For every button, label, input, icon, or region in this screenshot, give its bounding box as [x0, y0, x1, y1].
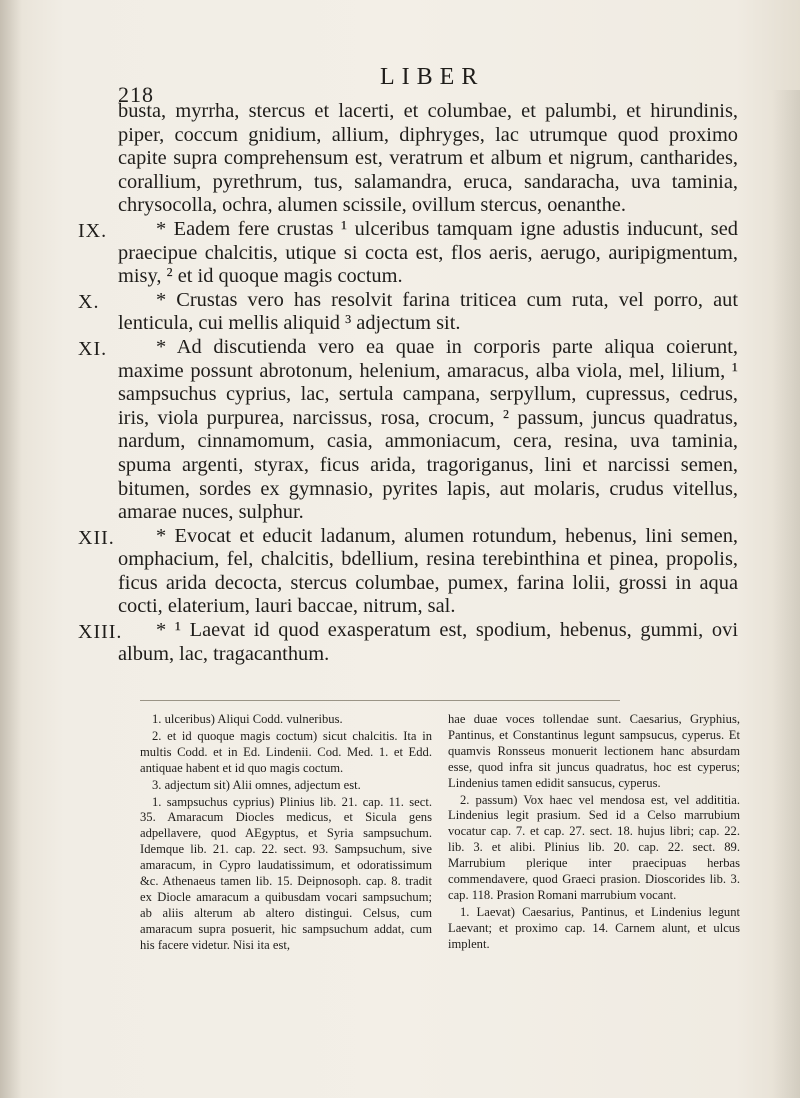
section-11	[78, 335, 738, 525]
footnotes-left-column	[140, 712, 432, 955]
section-text: * Crustas vero has resolvit farina triticea cum ruta, vel porro, aut lenticula, cui mellis aliquid ³ adjectum sit.	[118, 288, 738, 335]
section-number: IX.	[78, 219, 108, 242]
footnotes	[140, 712, 740, 955]
main-text	[78, 100, 738, 666]
footnote: hae duae voces tollendae sunt. Caesarius, Gryphius, Pantinus, et Constantinus legunt sampsucus, cyperus. Et quamvis Ronsseus monuerit lectionem hanc absurdam esse, quod infra sit juncus quadratus, hoc est cyperus; Lindenius tamen edidit sansucus, cyperus.	[448, 712, 740, 790]
section-text: * Evocat et educit ladanum, alumen rotundum, hebenus, lini semen, omphacium, fel, chalcitis, bdellium, resina terebinthina et pinea, propolis, ficus arida decocta, stercus columbae, pumex, farina lolii, grossi in aqua cocti, elaterium, lauri baccae, nitrum, sal.	[118, 524, 738, 618]
footnote: 2. passum) Vox haec vel mendosa est, vel addititia. Lindenius legit prasium. Sed id a Celso marrubium vocatur cap. 7. et cap. 27. sect. 18. hujus libri; cap. 22. lib. 3. et alibi. Plinius lib. 20. cap. 22. sect. 89. Marrubium plerique inter praecipuas herbas commendavere, quod Graeci prasion. Dioscorides lib. 3. cap. 118. Prasion Romani marrubium vocant.	[448, 792, 740, 902]
page-header	[118, 64, 738, 107]
section-text: * Eadem fere crustas ¹ ulceribus tamquam igne adustis inducunt, sed praecipue chalcitis, utique si cocta est, flos aeris, aerugo, auripigmentum, misy, ² et id quoque magis coctum.	[118, 217, 738, 288]
section-9	[78, 217, 738, 289]
section-text: * Ad discutienda vero ea quae in corporis parte aliqua coierunt, maxime possunt abrotonum, helenium, amaracus, alba viola, mel, lilium, ¹ sampsuchus cyprius, lac, sertula campana, serpyllum, cupressus, cedrus, iris, viola purpurea, narcissus, rosa, crocum, ² passum, juncus quadratus, nardum, cinnamomum, casia, ammoniacum, cera, resina, uva taminia, spuma argenti, styrax, ficus arida, tragoriganus, lini et narcissi semen, bitumen, sordes ex gymnasio, pyrites lapis, aut molaris, crudus vitellus, amarae nuces, sulphur.	[118, 335, 738, 524]
page-number: 218	[118, 82, 154, 107]
section-number: XIII.	[78, 621, 123, 644]
gutter-shadow	[0, 0, 22, 1098]
page-edge-shading	[772, 90, 800, 1098]
section-13	[78, 619, 738, 666]
footnote: 3. adjectum sit) Alii omnes, adjectum est.	[152, 777, 361, 792]
intro-paragraph: busta, myrrha, stercus et lacerti, et columbae, et palumbi, et hirundinis, piper, coccum gnidium, allium, diphryges, lac utrumque quod proximo capite supra comprehensum est, veratrum et album et nigrum, cantharides, corallium, pyrethrum, tus, salamandra, eruca, sandaracha, uva taminia, chrysocolla, ochra, alumen scissile, ovillum stercus, oenanthe.	[118, 100, 738, 217]
section-text: * ¹ Laevat id quod exasperatum est, spodium, hebenus, gummi, ovi album, lac, tragacanthum.	[118, 619, 738, 665]
footnote: 1. Laevat) Caesarius, Pantinus, et Lindenius legunt Laevant; et proximo cap. 14. Carnem alunt, et ulcus implent.	[448, 904, 740, 951]
section-number: X.	[78, 290, 100, 313]
section-number: XI.	[78, 337, 108, 360]
section-12	[78, 524, 738, 619]
footnote: 1. ulceribus) Aliqui Codd. vulneribus.	[152, 712, 343, 726]
running-head: LIBER	[380, 64, 485, 90]
section-10	[78, 288, 738, 336]
section-number: XII.	[78, 526, 115, 549]
footnote: 1. sampsuchus cyprius) Plinius lib. 21. cap. 11. sect. 35. Amaracum Diocles medicus, et Sicula gens adpellavere, quod AEgyptus, et Syria sampsuchum. Idemque lib. 21. cap. 22. sect. 93. Sampsuchum, sive amaracum, in Cypro laudatissimum, et odoratissimum &c. Athenaeus tamen lib. 15. Deipnosoph. cap. 8. tradit ex Diocle amaracum a quibusdam vocari sampsuchum; ab aliis alterum ab altero distingui. Celsus, cum amaracum supra posuerit, hic sampsuchum addat, cum his facere videtur. Nisi ita est,	[140, 794, 432, 952]
footnote: 2. et id quoque magis coctum) sicut chalcitis. Ita in multis Codd. et in Ed. Lindenii. Cod. Med. 1. et Edd. antiquae habent et id quo magis coctum.	[140, 728, 432, 775]
footnotes-right-column	[448, 712, 740, 955]
footnote-divider	[140, 700, 620, 701]
